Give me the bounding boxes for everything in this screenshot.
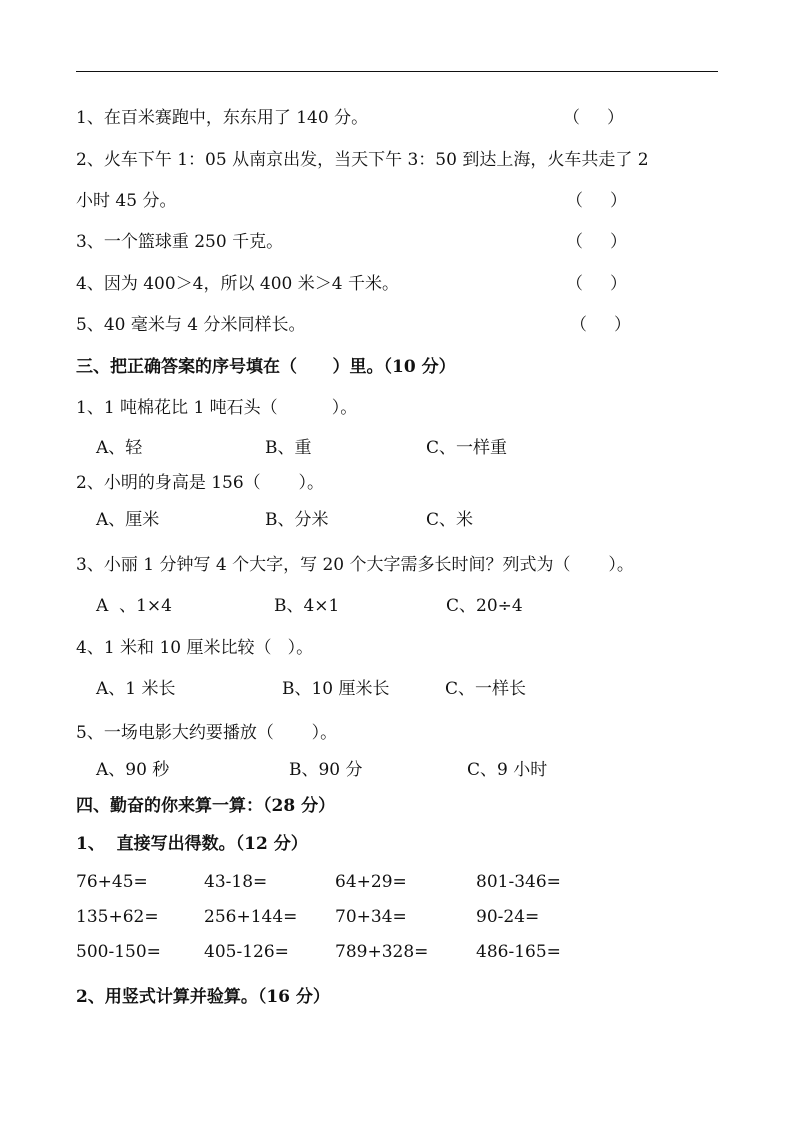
calc-item: 76+45= <box>76 872 148 892</box>
answer-paren[interactable]: （ ） <box>563 108 625 128</box>
header-rule <box>76 71 718 72</box>
option-a[interactable]: A、轻 <box>96 438 143 458</box>
section-title-4: 四、勤奋的你来算一算：（28 分） <box>76 796 336 816</box>
judge-item-2-cont: 小时 45 分。 <box>76 191 177 211</box>
subsection-title-1: 1、 直接写出得数。（12 分） <box>76 834 308 854</box>
choice-question-2: 2、小明的身高是 156（ ）。 <box>76 473 324 493</box>
answer-paren[interactable]: （ ） <box>570 315 632 335</box>
option-c[interactable]: C、9 小时 <box>467 760 548 780</box>
choice-question-5: 5、一场电影大约要播放（ ）。 <box>76 723 338 743</box>
option-c[interactable]: C、一样长 <box>445 679 527 699</box>
option-b[interactable]: B、4×1 <box>274 596 340 616</box>
calc-item: 43-18= <box>204 872 268 892</box>
option-b[interactable]: B、重 <box>265 438 312 458</box>
calc-item: 486-165= <box>476 942 561 962</box>
option-a[interactable]: A 、1×4 <box>96 596 172 616</box>
calc-item: 70+34= <box>335 907 407 927</box>
option-c[interactable]: C、20÷4 <box>446 596 523 616</box>
judge-item-4: 4、因为 400＞4，所以 400 米＞4 千米。 <box>76 274 399 294</box>
answer-paren[interactable]: （ ） <box>566 232 628 252</box>
calc-item: 256+144= <box>204 907 298 927</box>
option-c[interactable]: C、米 <box>426 510 474 530</box>
judge-item-5: 5、40 毫米与 4 分米同样长。 <box>76 315 306 335</box>
judge-item-3: 3、一个篮球重 250 千克。 <box>76 232 284 252</box>
calc-item: 90-24= <box>476 907 540 927</box>
choice-question-4: 4、1 米和 10 厘米比较（ ）。 <box>76 638 314 658</box>
option-b[interactable]: B、分米 <box>265 510 329 530</box>
judge-item-1: 1、在百米赛跑中，东东用了 140 分。 <box>76 108 369 128</box>
calc-item: 135+62= <box>76 907 159 927</box>
option-b[interactable]: B、10 厘米长 <box>282 679 390 699</box>
choice-question-3: 3、小丽 1 分钟写 4 个大字，写 20 个大字需多长时间？列式为（ ）。 <box>76 555 634 575</box>
section-title-3: 三、把正确答案的序号填在（ ）里。（10 分） <box>76 357 456 377</box>
judge-item-2: 2、火车下午 1：05 从南京出发，当天下午 3：50 到达上海，火车共走了 2 <box>76 150 649 170</box>
calc-item: 801-346= <box>476 872 561 892</box>
answer-paren[interactable]: （ ） <box>566 191 628 211</box>
subsection-title-2: 2、用竖式计算并验算。（16 分） <box>76 987 330 1007</box>
choice-question-1: 1、1 吨棉花比 1 吨石头（ ）。 <box>76 398 358 418</box>
option-b[interactable]: B、90 分 <box>289 760 363 780</box>
calc-item: 64+29= <box>335 872 407 892</box>
option-c[interactable]: C、一样重 <box>426 438 508 458</box>
calc-item: 500-150= <box>76 942 161 962</box>
calc-item: 405-126= <box>204 942 289 962</box>
option-a[interactable]: A、1 米长 <box>96 679 176 699</box>
option-a[interactable]: A、厘米 <box>96 510 160 530</box>
option-a[interactable]: A、90 秒 <box>96 760 170 780</box>
answer-paren[interactable]: （ ） <box>566 274 628 294</box>
calc-item: 789+328= <box>335 942 429 962</box>
